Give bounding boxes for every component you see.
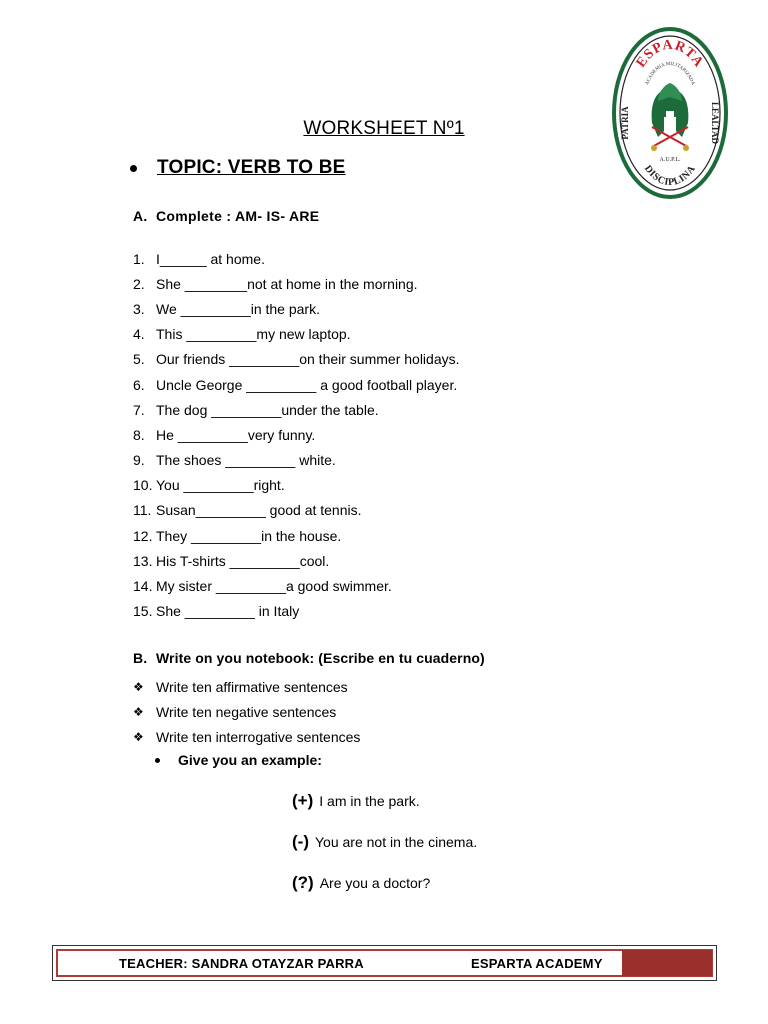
task-text: Write ten negative sentences xyxy=(156,703,337,720)
logo-bottom-text: DISCIPLINA xyxy=(642,163,698,189)
question-text: His T-shirts _________cool. xyxy=(156,552,330,569)
section-a-text: Complete : AM- IS- ARE xyxy=(156,208,320,224)
question-number: 2. xyxy=(133,275,145,292)
question-text: He _________very funny. xyxy=(156,426,316,443)
section-a-label: A. xyxy=(133,208,148,224)
example-interrogative xyxy=(292,873,430,893)
list-item xyxy=(133,699,360,724)
question-number: 5. xyxy=(133,351,145,368)
question-text: I______ at home. xyxy=(156,250,265,267)
example-symbol: (+) xyxy=(292,791,314,810)
question-number: 4. xyxy=(133,326,145,343)
question-text: My sister _________a good swimmer. xyxy=(156,578,392,595)
bullet-icon xyxy=(155,758,160,763)
question-text: She ________not at home in the morning. xyxy=(156,275,418,292)
task-text: Write ten interrogative sentences xyxy=(156,728,361,745)
question-number: 9. xyxy=(133,452,145,469)
example-text: Are you a doctor? xyxy=(319,875,431,891)
section-b-text: Write on you notebook: (Escribe en tu cuaderno) xyxy=(156,650,485,666)
footer-teacher: TEACHER: SANDRA OTAYZAR PARRA xyxy=(119,956,364,971)
list-item xyxy=(133,724,360,749)
footer-red-block xyxy=(622,950,712,976)
question-number: 14. xyxy=(133,578,153,595)
question-text: Susan_________ good at tennis. xyxy=(156,502,362,519)
example-negative xyxy=(292,832,477,852)
topic-heading xyxy=(130,157,346,179)
list-item xyxy=(133,674,360,699)
list-item xyxy=(133,347,460,372)
question-number: 8. xyxy=(133,426,145,443)
example-symbol: (?) xyxy=(292,873,314,892)
question-text: Our friends _________on their summer holidays. xyxy=(156,351,460,368)
question-text: The dog _________under the table. xyxy=(156,401,379,418)
list-item xyxy=(133,473,460,498)
example-symbol: (-) xyxy=(292,832,309,851)
example-heading-text: Give you an example: xyxy=(178,752,322,768)
example-heading xyxy=(155,752,322,768)
question-list xyxy=(133,246,460,624)
question-text: We _________in the park. xyxy=(156,300,320,317)
worksheet-title: WORKSHEET Nº1 xyxy=(303,118,465,139)
diamond-bullet-icon: ❖ xyxy=(133,729,144,744)
section-b-label: B. xyxy=(133,650,148,666)
question-number: 11. xyxy=(133,502,152,519)
esparta-logo xyxy=(612,27,728,199)
question-text: This _________my new laptop. xyxy=(156,326,351,343)
logo-sub-text: ACADEMIA MILITARIZADA xyxy=(644,61,696,86)
footer-academy: ESPARTA ACADEMY xyxy=(471,956,603,971)
question-text: You _________right. xyxy=(156,477,285,494)
question-number: 12. xyxy=(133,527,153,544)
question-number: 3. xyxy=(133,300,145,317)
logo-right-text: LEALTAD xyxy=(710,101,720,145)
logo-left-text: PATRIA xyxy=(620,106,630,140)
example-affirmative xyxy=(292,791,420,811)
list-item xyxy=(133,548,460,573)
example-text: You are not in the cinema. xyxy=(314,834,478,850)
task-list xyxy=(133,674,360,749)
list-item xyxy=(133,271,460,296)
question-number: 7. xyxy=(133,401,145,418)
diamond-bullet-icon: ❖ xyxy=(133,704,144,719)
question-number: 13. xyxy=(133,552,153,569)
footer-banner xyxy=(52,945,717,981)
section-a-heading xyxy=(133,208,319,224)
question-text: The shoes _________ white. xyxy=(156,452,336,469)
list-item xyxy=(133,448,460,473)
list-item xyxy=(133,573,460,598)
list-item xyxy=(133,599,460,624)
bullet-icon xyxy=(130,165,137,172)
diamond-bullet-icon: ❖ xyxy=(133,679,144,694)
question-number: 6. xyxy=(133,376,145,393)
topic-text: TOPIC: VERB TO BE xyxy=(157,157,346,178)
section-b-heading xyxy=(133,650,485,666)
question-number: 10. xyxy=(133,477,153,494)
question-text: She _________ in Italy xyxy=(156,603,300,620)
question-text: Uncle George _________ a good football player. xyxy=(156,376,458,393)
list-item xyxy=(133,322,460,347)
list-item xyxy=(133,422,460,447)
list-item xyxy=(133,296,460,321)
logo-top-text: ESPARTA xyxy=(633,37,707,71)
logo-center-text: A.U.P.L. xyxy=(659,157,681,163)
list-item xyxy=(133,397,460,422)
question-number: 15. xyxy=(133,603,153,620)
list-item xyxy=(133,372,460,397)
list-item xyxy=(133,498,460,523)
task-text: Write ten affirmative sentences xyxy=(156,678,348,695)
example-text: I am in the park. xyxy=(319,793,420,809)
question-text: They _________in the house. xyxy=(156,527,342,544)
list-item xyxy=(133,246,460,271)
question-number: 1. xyxy=(133,250,145,267)
list-item xyxy=(133,523,460,548)
